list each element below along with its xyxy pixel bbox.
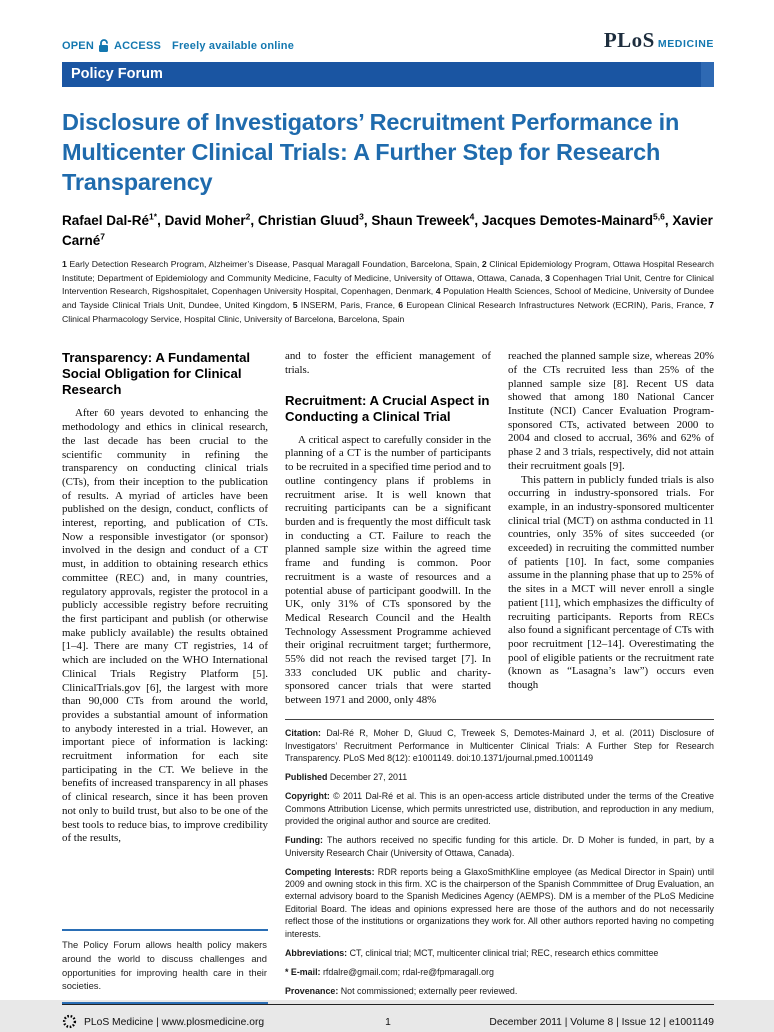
freely-available-label: Freely available online <box>172 40 295 52</box>
author: Christian Gluud$^3$, <box>257 211 372 228</box>
author: David Moher$^2$, <box>164 211 258 228</box>
author-affiliation-sup: 3 <box>359 211 364 222</box>
open-access-access-label: ACCESS <box>113 40 162 52</box>
email-line <box>285 966 714 978</box>
citation-line: Citation: Dal-Ré R, Moher D, Gluud C, Treweek S, Demotes-Mainard J, et al. (2011) Disclosure of Investigators’ Recruitment Performance in Multicenter Clinical Trials: A Further Step for Research Transparency. PLoS Med 8(12): e1001149. doi:10.1371/journal.pmed.1001149 <box>285 728 714 764</box>
plos-logo-icon <box>62 1014 77 1032</box>
provenance-line: Provenance: Not commissioned; externally peer reviewed. <box>285 985 518 996</box>
provenance-label: Provenance: <box>285 985 339 996</box>
affiliations: 1 Early Detection Research Program, Alzheimer’s Disease, Pasqual Maragall Foundation, Barcelona, Spain, 2 Clinical Epidemiology Program, Ottawa Hospital Research Institute; Department of Epidemiology and Community Medicine, Faculty of Medicine, University of Ottawa, Ottawa, Canada, 3 Copenhagen Trial Unit, Centre for Clinical Intervention Research, Rigshospitalet, Copenhagen University Hospital, Copenhagen, Denmark, 4 Population Health Sciences, School of Medicine, University of Dundee and Tayside Clinical Trials Unit, Dundee, United Kingdom, 5 INSERM, Paris, France, 6 European Clinical Research Infrastructures Network (ECRIN), Paris, France, 7 Clinical Pharmacology Service, Hospital Clinic, University of Barcelona, Barcelona, Spain <box>62 259 715 324</box>
paragraph-continuation: and to foster the efficient management of trials. <box>285 350 491 376</box>
paragraph-recruitment: A critical aspect to carefully consider in the planning of a CT is the number of participants to be recruited in a specified time period and to outline contingency plans if problems in recruitment arise. It is well known that recruiting participants can be a significant burden and is frequently the most difficult task in conducting a CT. Failure to reach the planned sample size within the agreed time frame and funding is common. Poor recruitment is a waste of resources and a potential abuse of participant goodwill. In the UK, only 31% of CTs sponsored by the Medical Research Council and the Health Technology Assessment Programme achieved their original recruitment target; furthermore, 55% did not reach the revised target [7]. In 333 concluded UK public and charity-sponsored cancer trials that were started between 1971 and 2000, only 48% <box>285 433 491 707</box>
footer-page-number: 1 <box>385 1017 391 1029</box>
journal-name-label: MEDICINE <box>657 38 714 50</box>
copyright-line: Copyright: © 2011 Dal-Ré et al. This is an open-access article distributed under the terms of the Creative Commons Attribution License, which permits unrestricted use, distribution, and reproduction in any medium, provided the original author and source are credited. <box>285 791 714 827</box>
author-affiliation-sup: 7 <box>100 231 105 242</box>
paragraph-industry-trials: This pattern in publicly funded trials is also occurring in industry-sponsored trials. For example, in an industry-sponsored multicenter clinical trial (MCT) on asthma conducted in 11 countries, only 35% of sites succeeded (or exceeded) in recruiting the committed number of patients [10]. In fact, some companies assume in the planning phase that up to 25% of the sites in a MCT will never enroll a single patient [11], which emphasizes the difficulty of recruiting participants. Reports from RECs also found a significant percentage of CTs with poor recruitment [12–14]. Overestimating the pool of eligible patients or the recruitment rate (known as “Lasagna’s law”) occurs even though <box>508 473 714 692</box>
paragraph-sample-size: reached the planned sample size, whereas 20% of the CTs recruited less than 25% of the planned sample size [8]. Recent US data showed that among 180 National Cancer Institute (NCI) Cancer Evaluation Program-sponsored CTs, activated between 2000 to 2004 and closed to accrual, 36% and 62% of phase 2 and 3 trials, respectively, did not attain their recruitment goals [9]. <box>508 350 714 472</box>
footer-issue-info: December 2011 | Volume 8 | Issue 12 | e1001149 <box>489 1017 715 1029</box>
author: Rafael Dal-$Ré^{1*}$, <box>62 211 165 228</box>
citation-label: Citation: <box>285 728 321 739</box>
author: Shaun Treweek$^4$, <box>371 211 482 228</box>
body-right-area <box>285 350 714 1004</box>
author-affiliation-sup: 1* <box>149 211 158 222</box>
open-lock-icon <box>98 39 110 53</box>
funding-line: Funding: The authors received no specific funding for this article. Dr. D Moher is funded, in part, by a University Research Chair (University of Ottawa, Canada). <box>285 835 714 858</box>
published-line: Published December 27, 2011 <box>285 772 408 783</box>
article-title: Disclosure of Investigators’ Recruitment Performance in Multicenter Clinical Trials: A Further Step for Research Transparency <box>62 109 680 196</box>
footer-journal-label: PLoS Medicine | www.plosmedicine.org <box>84 1017 265 1029</box>
body-column-1 <box>62 350 268 1004</box>
paragraph-transparency: After 60 years devoted to enhancing the methodology and ethics in clinical research, the last decade has been crucial to the scientific community in refining the transparency on conducting clinical trials (CTs), from their inception to the publication of results. A myriad of articles have been published on the design, conduct, conflicts of interest, reporting, and publication of CTs. Now a responsible investigator (or sponsor) involved in the design and conduct of a CT must, in addition to obtaining research ethics committee (REC) and, in many countries, regulatory approvals, register the protocol in a publicly accessible registry before recruiting the first participant and publish (or otherwise make publicly available) the results obtained [1–4]. There are many CT registries, 14 of which are included on the WHO International Clinical Trials Registry Platform [5]. ClinicalTrials.gov [6], the largest with more than 90,000 CTs from around the world, provides a substantial amount of information to anybody interested in a trial. However, an important piece of information is lacking: recruitment information for each site participating in the CT. We believe in the benefits of increased transparency in all phases of clinical research, since it has been proven not only to build trust, but also to be one of the best tools to reduce bias, to improve credibility of the results, <box>62 407 268 845</box>
article-body <box>62 350 714 1004</box>
page-header <box>62 28 714 53</box>
email-address: rfdalre@gmail.com; rdal-re@fpmaragall.org <box>320 966 494 977</box>
abbreviations-label: Abbreviations: <box>285 947 348 958</box>
author-affiliation-sup: 2 <box>245 211 251 222</box>
body-columns-2-3 <box>285 350 714 708</box>
copyright-label: Copyright: <box>285 791 330 802</box>
email-label: * E-mail: <box>285 966 321 977</box>
author-list <box>62 210 714 250</box>
body-column-2 <box>285 350 491 708</box>
plos-logo-text: PLoS <box>603 28 655 52</box>
section-banner-label: Policy Forum <box>71 66 163 82</box>
page-footer <box>62 1004 714 1032</box>
plos-medicine-logo <box>604 28 714 53</box>
author: Xavier Carné$^7$ <box>62 212 713 248</box>
funding-label: Funding: <box>285 835 323 846</box>
published-label: Published <box>285 772 328 783</box>
article-metadata <box>285 719 714 1004</box>
policy-forum-note-box: The Policy Forum allows health policy makers around the world to discuss challenges and opportunities for improving health care in their societies. <box>62 929 268 1004</box>
section-heading-recruitment: Recruitment: A Crucial Aspect in Conducting a Clinical Trial <box>285 392 490 424</box>
abbreviations-line: Abbreviations: CT, clinical trial; MCT, multicenter clinical trial; REC, research ethics committee <box>285 947 659 958</box>
competing-interests-line: Competing Interests: RDR reports being a GlaxoSmithKline employee (as Medical Director in Spain) until 2009 and owning stock in this firm. XC is the chairperson of the Spanish Commmittee of Drug Evaluation, an external advisory board to the Spanish Medicines Agency (AEMPS). DM is a member of the PLoS Medicine Editorial Board. The ideas and opinions expressed here are those of the authors and do not necessarily reflect those of the institutions or organizations they work for. All other authors reported having no competing interests. <box>285 866 714 939</box>
open-access-line <box>62 39 294 53</box>
open-access-open-label: OPEN <box>62 40 94 52</box>
banner-end-cap <box>699 62 714 87</box>
competing-interests-label: Competing Interests: <box>285 866 375 877</box>
author-affiliation-sup: 5,6 <box>652 211 665 222</box>
author-affiliation-sup: 4 <box>469 211 475 222</box>
footer-left <box>62 1014 385 1032</box>
body-column-3 <box>508 350 714 708</box>
section-heading-transparency: Transparency: A Fundamental Social Obligation for Clinical Research <box>62 350 251 398</box>
section-banner <box>62 62 714 87</box>
author: Jacques Demotes-Mainard$^{5,6}$, <box>481 211 673 228</box>
